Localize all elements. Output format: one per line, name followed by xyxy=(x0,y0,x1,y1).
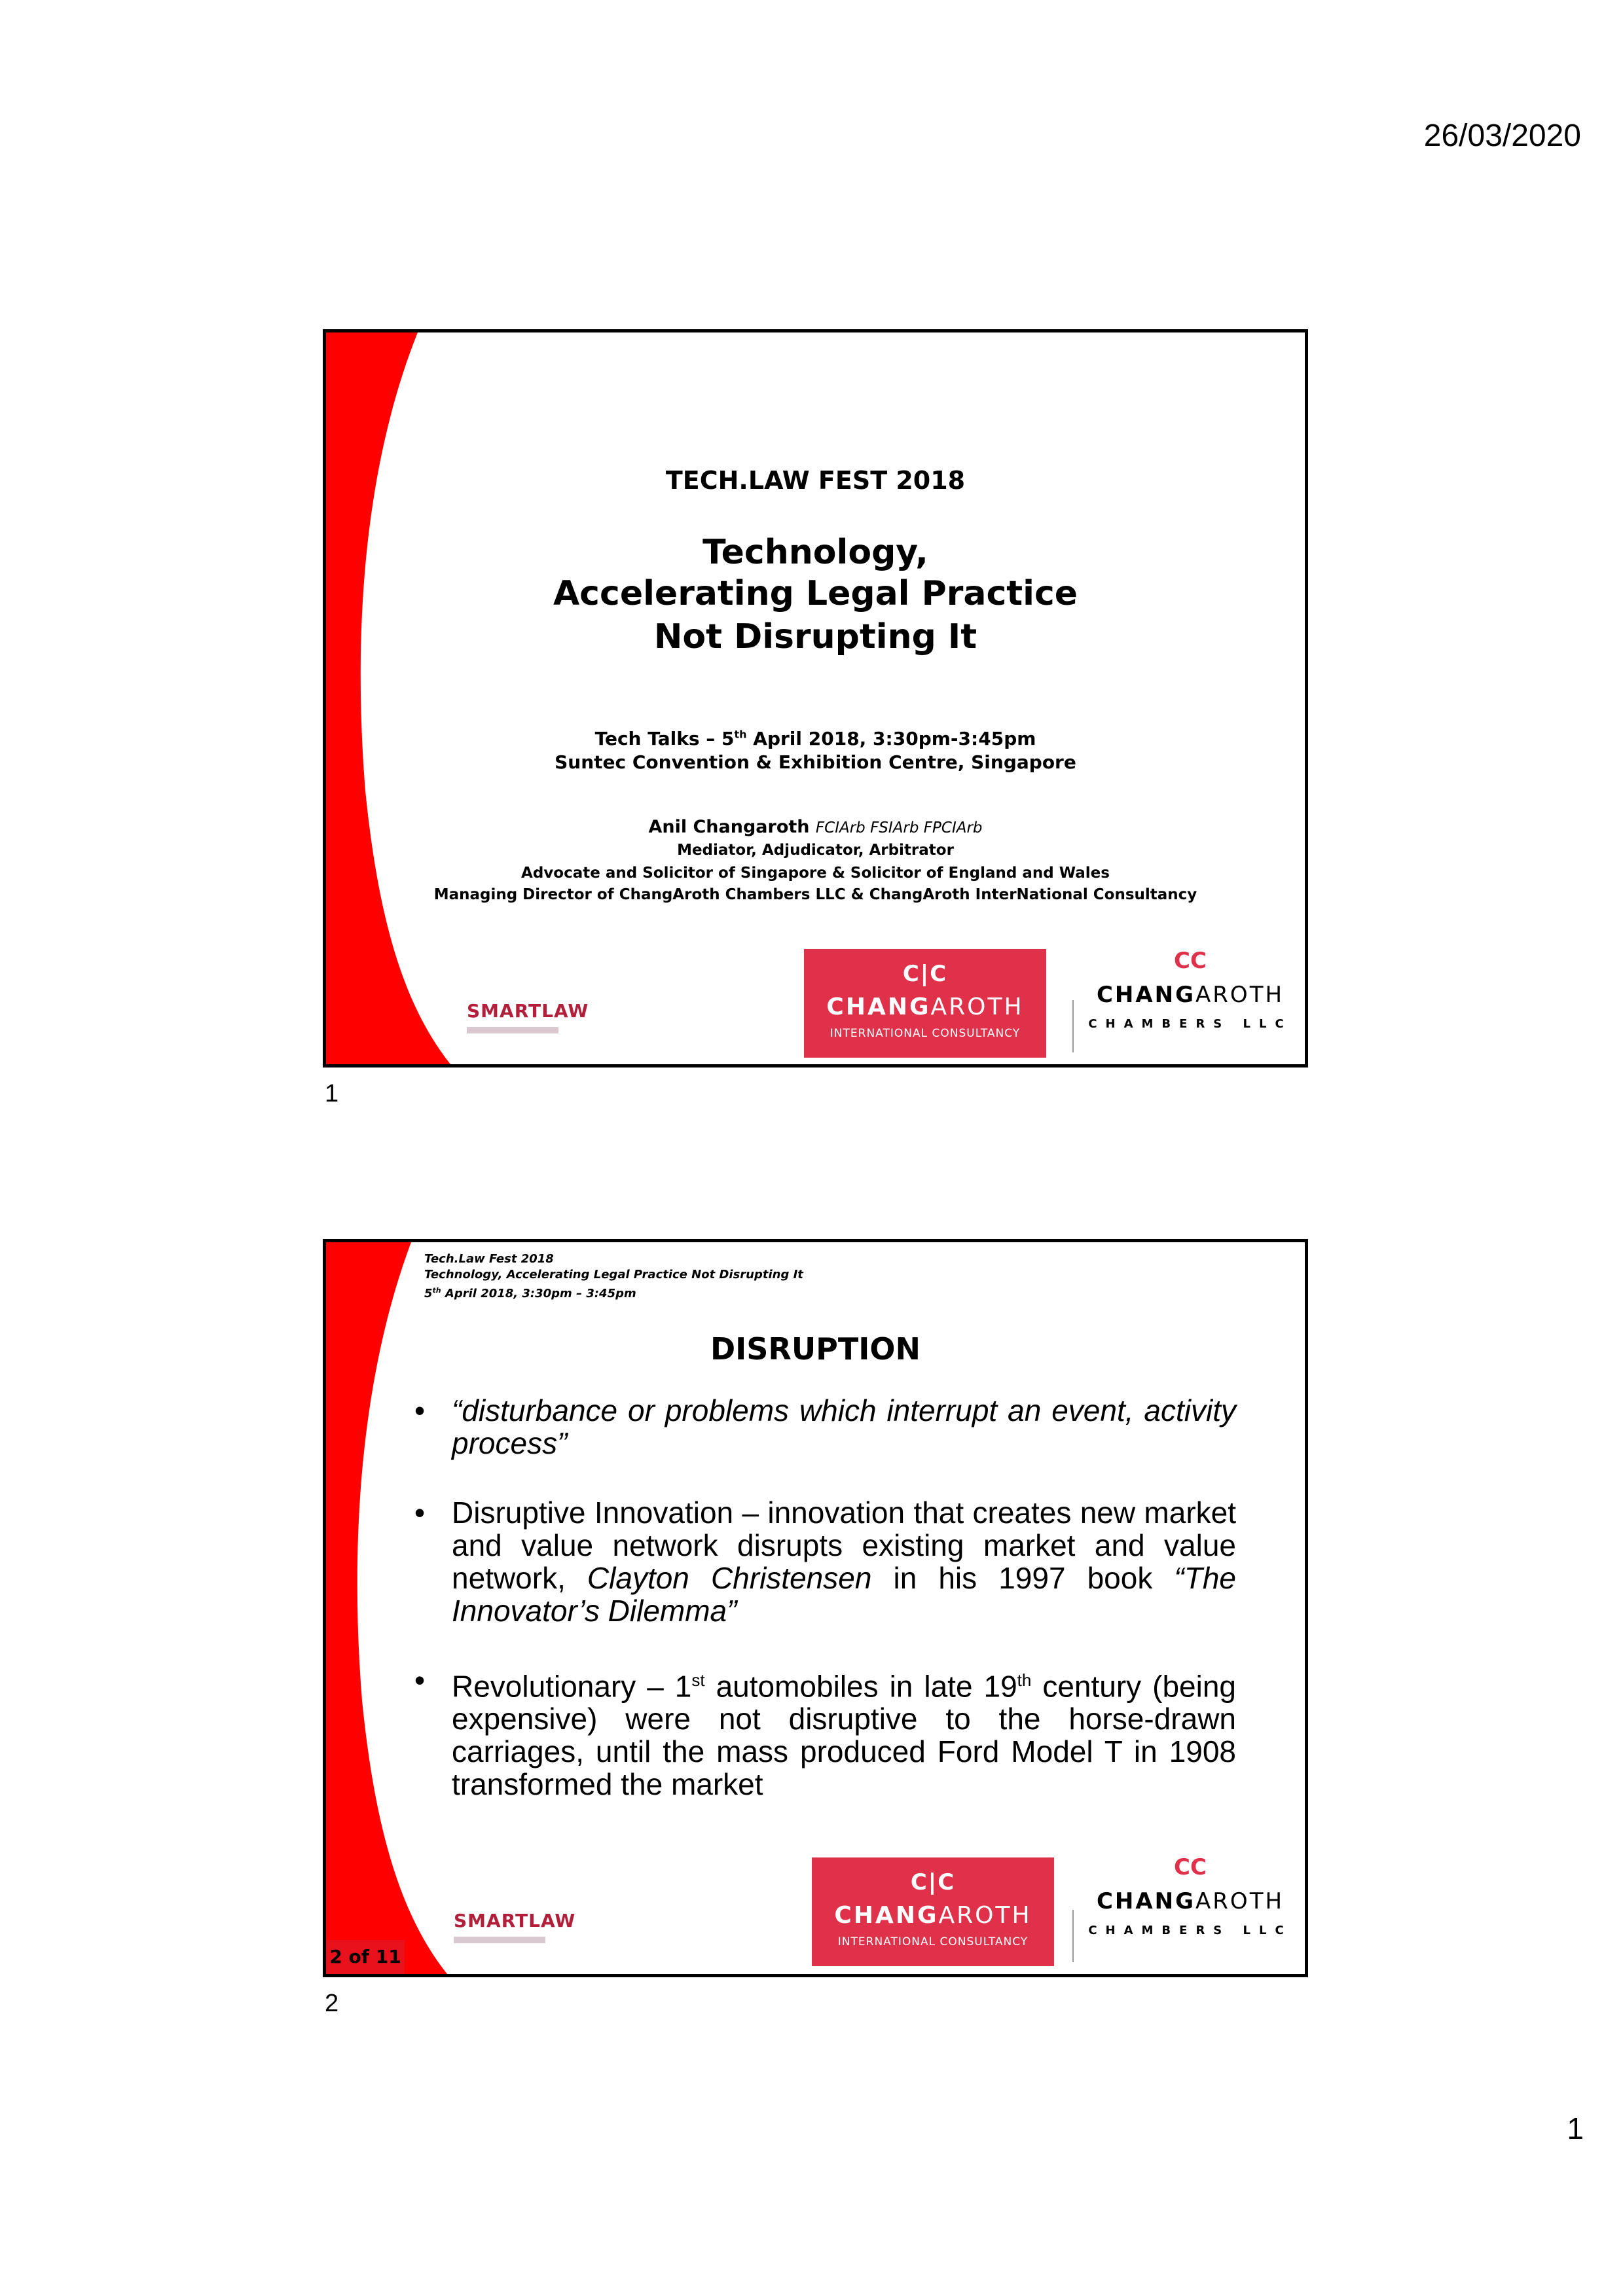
speaker-role-1: Mediator, Adjudicator, Arbitrator xyxy=(677,842,954,859)
speaker-role-3: Managing Director of ChangAroth Chambers LLC & ChangAroth InterNational Consultancy xyxy=(433,886,1197,903)
bullet-item-3: • Revolutionary – 1st automobiles in late 19th century (being expensive) were not disruptive to the horse-drawn carriages, until the mass produced Ford Model T in 1908 transformed the market xyxy=(414,1663,1237,1802)
consultancy-logo: C|C CHANGAROTH INTERNATIONAL CONSULTANCY xyxy=(804,949,1046,1058)
slide-2 xyxy=(323,1239,1308,1977)
speaker-role-2: Advocate and Solicitor of Singapore & Solicitor of England and Wales xyxy=(521,865,1110,882)
slide-title-line-3: Not Disrupting It xyxy=(653,617,977,656)
slide-page-indicator: 2 of 11 xyxy=(326,1940,405,1974)
slide-1 xyxy=(323,329,1308,1067)
red-curve-decoration xyxy=(326,332,457,1064)
talk-venue: Suntec Convention & Exhibition Centre, Singapore xyxy=(555,751,1076,773)
slide-title-line-2: Accelerating Legal Practice xyxy=(553,574,1078,613)
talk-datetime: Tech Talks – 5th April 2018, 3:30pm-3:45pm xyxy=(594,728,1036,749)
chambers-logo: CC CHANGAROTH CHAMBERS LLC xyxy=(1088,948,1292,1031)
chambers-logo: CC CHANGAROTH CHAMBERS LLC xyxy=(1088,1854,1292,1937)
print-date: 26/03/2020 xyxy=(1423,118,1581,153)
slide-number-1: 1 xyxy=(325,1080,339,1107)
consultancy-logo: C|C CHANGAROTH INTERNATIONAL CONSULTANCY xyxy=(812,1857,1054,1966)
bullet-list xyxy=(414,1394,1236,1837)
event-name: TECH.LAW FEST 2018 xyxy=(665,466,966,495)
bullet-item-2: • Disruptive Innovation – innovation that creates new market and value network disrupts existing market and value network, Clayton Christensen in his 1997 book “The Innovator’s Dilemma” xyxy=(414,1496,1236,1628)
page-number: 1 xyxy=(1567,2111,1584,2145)
slide-number-2: 2 xyxy=(325,1990,339,2017)
slide-title-line-1: Technology, xyxy=(702,533,928,572)
slide-title: DISRUPTION xyxy=(710,1331,921,1367)
slide-header: Tech.Law Fest 2018 Technology, Accelerating Legal Practice Not Disrupting It 5th April 2018, 3:30pm – 3:45pm xyxy=(424,1252,803,1300)
smartlaw-logo: SMARTLAW xyxy=(467,1000,589,1033)
speaker-name: Anil Changaroth FCIArb FSIArb FPCIArb xyxy=(648,817,983,837)
bullet-item-1: • “disturbance or problems which interrupt an event, activity process” xyxy=(414,1393,1236,1460)
smartlaw-logo: SMARTLAW xyxy=(454,1910,575,1943)
